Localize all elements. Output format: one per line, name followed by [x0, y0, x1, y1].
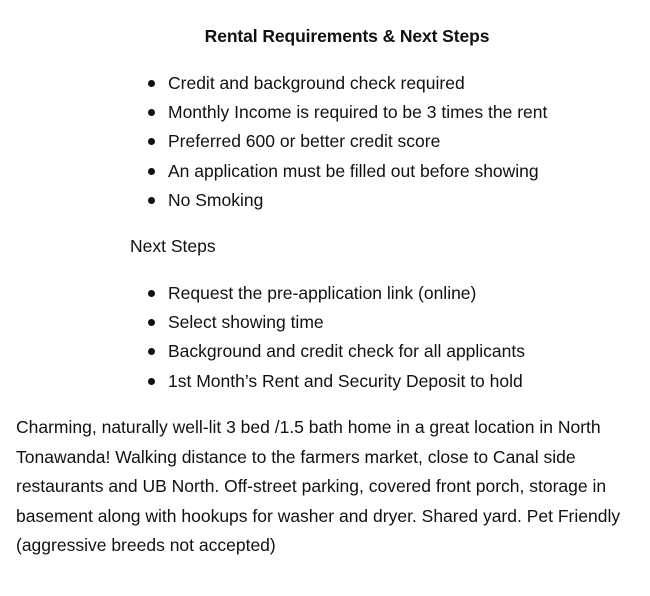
list-item: [148, 367, 525, 396]
requirement-text: No Smoking: [168, 189, 264, 210]
bullet-icon: [148, 138, 155, 145]
list-item: [148, 279, 525, 308]
step-text: Background and credit check for all applicants: [168, 341, 526, 362]
step-text: Select showing time: [168, 312, 324, 333]
bullet-icon: [148, 290, 155, 297]
bullet-icon: [148, 378, 155, 385]
next-steps-heading: Next Steps: [130, 236, 216, 256]
bullet-icon: [148, 348, 155, 355]
requirement-text: Credit and background check required: [168, 73, 465, 93]
requirement-text: An application must be filled out before showing: [168, 160, 539, 181]
list-item: [148, 337, 525, 366]
page-title: Rental Requirements & Next Steps: [204, 26, 490, 46]
bullet-icon: [148, 197, 155, 204]
list-item: [148, 127, 547, 156]
step-text: Request the pre-application link (online): [168, 283, 477, 303]
bullet-icon: [148, 80, 155, 87]
next-steps-list: [148, 279, 525, 396]
list-item: [148, 157, 547, 186]
requirement-text: Monthly Income is required to be 3 times the rent: [168, 102, 548, 123]
requirement-text: Preferred 600 or better credit score: [168, 131, 441, 152]
bullet-icon: [148, 319, 155, 326]
list-item: [148, 98, 547, 127]
property-description: Charming, naturally well-lit 3 bed /1.5 bath home in a great location in North Tonawanda! Walking distance to the farmers market, close to Canal side restaurants and UB North. Off-street parking, covered front porch, storage in basement along with hookups for washer and dryer. Shared yard. Pet Friendly (aggressive breeds not accepted): [16, 417, 621, 556]
list-item: [148, 186, 547, 215]
step-text: 1st Month’s Rent and Security Deposit to hold: [168, 370, 523, 391]
list-item: [148, 308, 525, 337]
bullet-icon: [148, 168, 155, 175]
requirements-list: [148, 69, 547, 215]
bullet-icon: [148, 109, 155, 116]
list-item: [148, 69, 547, 98]
